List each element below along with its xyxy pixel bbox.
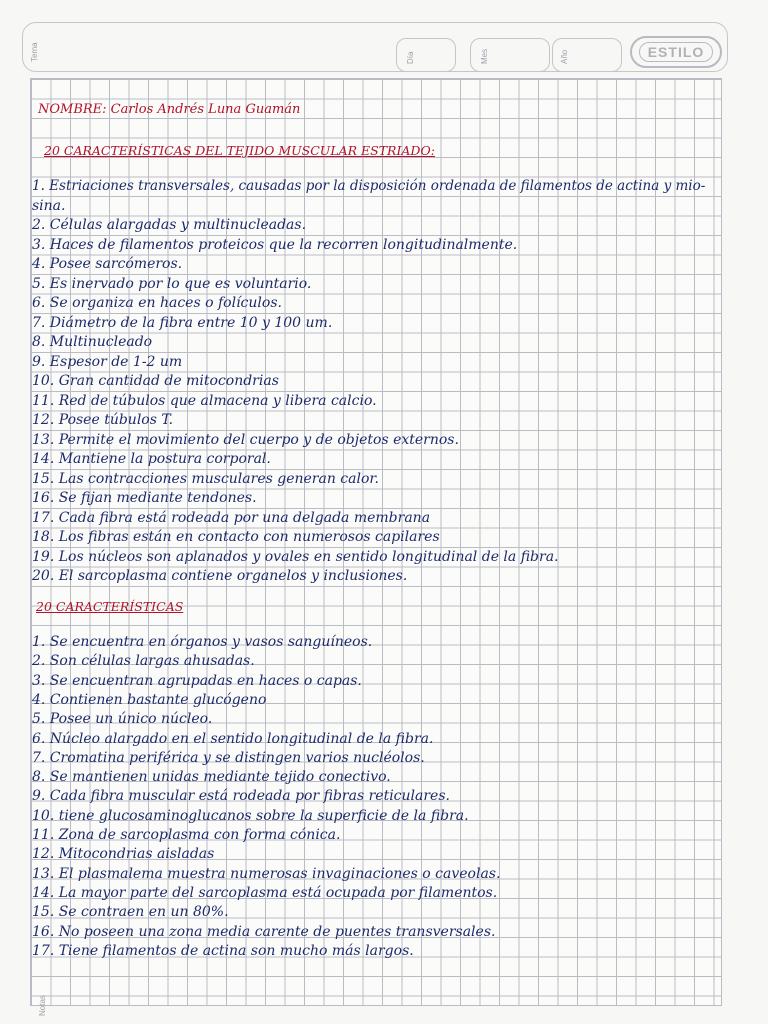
section-1-item: 10. Gran cantidad de mitocondrias: [32, 373, 279, 389]
section-2-item: 17. Tiene filamentos de actina son mucho más largos.: [32, 942, 414, 959]
notes-label: Notas: [38, 995, 47, 1016]
section-1-item: 14. Mantiene la postura corporal.: [32, 451, 271, 467]
section-2-item: 12. Mitocondrias aisladas: [32, 846, 215, 863]
section-1-item: 17. Cada fibra está rodeada por una delgada membrana: [32, 509, 431, 526]
section-1-item: 9. Espesor de 1-2 um: [32, 353, 183, 370]
section-2-item: 7. Cromatina periférica y se distingen varios nucléolos.: [32, 749, 425, 766]
section-2-item: 16. No poseen una zona media carente de puentes transversales.: [32, 923, 496, 940]
section-1-item: 1. Estriaciones transversales, causadas por la disposición ordenada de filamentos de actina y mio-: [32, 178, 706, 194]
section-1-item: 6. Se organiza en haces o folículos.: [32, 295, 282, 311]
section-1-item: 18. Los fibras están en contacto con numerosos capilares: [32, 529, 440, 545]
section-1-item: 7. Diámetro de la fibra entre 10 y 100 um.: [32, 314, 333, 331]
section-2-item: 2. Son células largas ahusadas.: [32, 653, 255, 670]
section-1-item: 8. Multinucleado: [32, 334, 153, 350]
section-1-item: 5. Es inervado por lo que es voluntario.: [32, 275, 312, 292]
section-1-item: 20. El sarcoplasma contiene organelos y inclusiones.: [32, 568, 408, 584]
header-label-ano: Año: [560, 49, 569, 64]
section-1-item: 3. Haces de filamentos proteicos que la recorren longitudinalmente.: [32, 236, 518, 253]
section-2-item: 4. Contienen bastante glucógeno: [32, 691, 267, 708]
student-name: NOMBRE: Carlos Andrés Luna Guamán: [38, 102, 301, 117]
section-1-item: 16. Se fijan mediante tendones.: [32, 490, 257, 506]
header-label-mes: Mes: [480, 48, 489, 64]
section-1-item: 11. Red de túbulos que almacena y libera calcio.: [32, 392, 377, 409]
section-1-item: 19. Los núcleos son aplanados y ovales en sentido longitudinal de la fibra.: [32, 548, 559, 565]
section-2-item: 14. La mayor parte del sarcoplasma está ocupada por filamentos.: [32, 884, 498, 901]
section-1-title: 20 CARACTERÍSTICAS DEL TEJIDO MUSCULAR ESTRIADO:: [44, 143, 435, 158]
section-1-item: 12. Posee túbulos T.: [32, 412, 174, 428]
section-2-item: 11. Zona de sarcoplasma con forma cónica.: [32, 827, 341, 843]
section-1-item: 2. Células alargadas y multinucleadas.: [32, 217, 307, 233]
section-2-item: 6. Núcleo alargado en el sentido longitudinal de la fibra.: [32, 730, 434, 747]
section-2-item: 8. Se mantienen unidas mediante tejido conectivo.: [32, 769, 391, 786]
header-label-tema: Tema: [30, 42, 39, 62]
header-strip: [22, 22, 728, 72]
section-2-item: 3. Se encuentran agrupadas en haces o capas.: [32, 672, 362, 689]
brand-logo-text: ESTILO: [639, 42, 714, 62]
section-2-title: 20 CARACTERÍSTICAS: [36, 599, 184, 614]
section-1-item: 15. Las contracciones musculares generan calor.: [32, 470, 379, 487]
section-2-item: 10. tiene glucosaminoglucanos sobre la superficie de la fibra.: [32, 807, 469, 824]
header-label-dia: Día: [406, 51, 415, 64]
section-1-item: sina.: [32, 197, 66, 214]
section-1-item: 13. Permite el movimiento del cuerpo y de objetos externos.: [32, 431, 459, 448]
section-2-item: 5. Posee un único núcleo.: [32, 711, 213, 728]
section-2-item: 9. Cada fibra muscular está rodeada por fibras reticulares.: [32, 788, 450, 805]
brand-logo: [630, 36, 722, 68]
section-1-item: 4. Posee sarcómeros.: [32, 256, 183, 272]
section-2-item: 15. Se contraen en un 80%.: [32, 904, 229, 921]
section-2-item: 13. El plasmalema muestra numerosas invaginaciones o caveolas.: [32, 865, 501, 882]
section-2-item: 1. Se encuentra en órganos y vasos sanguíneos.: [32, 634, 373, 650]
day-box: [396, 38, 456, 72]
